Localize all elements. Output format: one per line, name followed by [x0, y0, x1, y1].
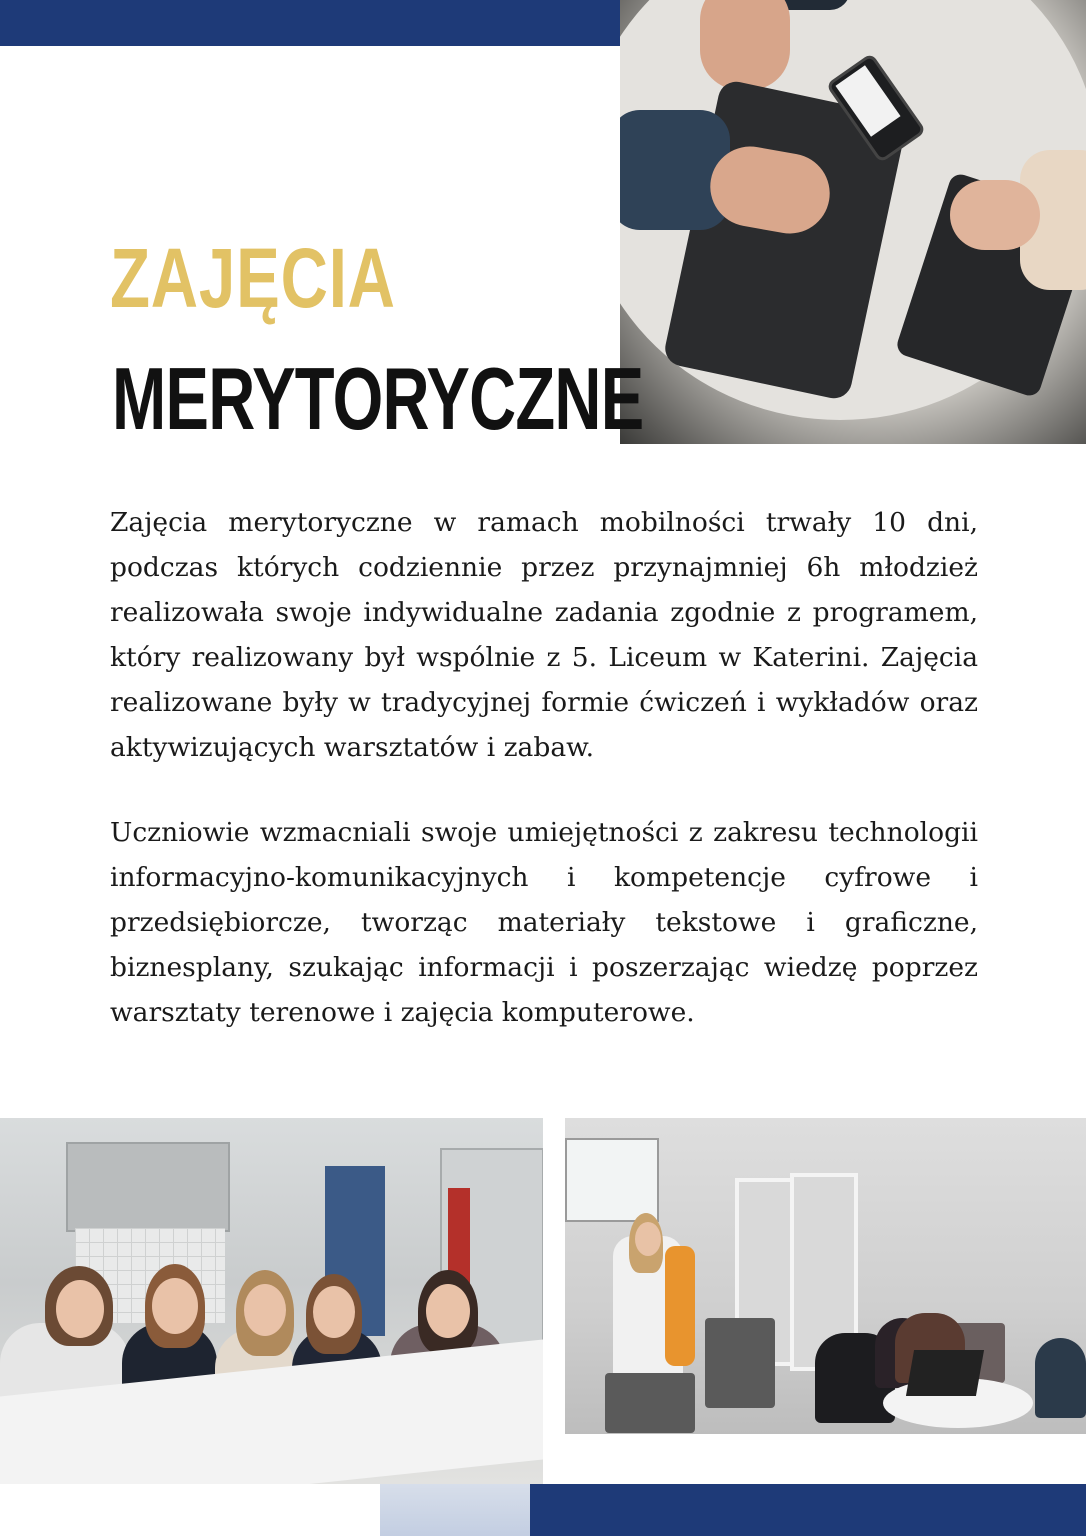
- bottom-navy-bar: [530, 1484, 1086, 1536]
- page-title-line1: ZAJĘCIA: [110, 231, 396, 325]
- photo-students-group: [0, 1118, 543, 1484]
- page-title-line2: MERYTORYCZNE: [112, 349, 644, 448]
- photo-class-workshop: [565, 1118, 1086, 1434]
- body-paragraph-2: Uczniowie wzmacniali swoje umiejętności z zakresu technologii informacyjno-komunikacyjnych i kompetencje cyfrowe i przedsiębiorcze, tworząc materiały tekstowe i graficzne, biznesplany, szukając informacji i poszerzając wiedzę poprzez warsztaty terenowe i zajęcia komputerowe.: [110, 817, 978, 1028]
- photo-drawing-tablets: [620, 0, 1086, 444]
- bottom-light-bar: [380, 1484, 530, 1536]
- body-paragraph-1: Zajęcia merytoryczne w ramach mobilności trwały 10 dni, podczas których codziennie przez przynajmniej 6h młodzież realizowała swoje indywidualne zadania zgodnie z programem, który realizowany był wspólnie z 5. Liceum w Katerini. Zajęcia realizowane były w tradycyjnej formie ćwiczeń i wykładów oraz aktywizujących warsztatów i zabaw.: [110, 507, 978, 763]
- top-navy-bar: [0, 0, 620, 46]
